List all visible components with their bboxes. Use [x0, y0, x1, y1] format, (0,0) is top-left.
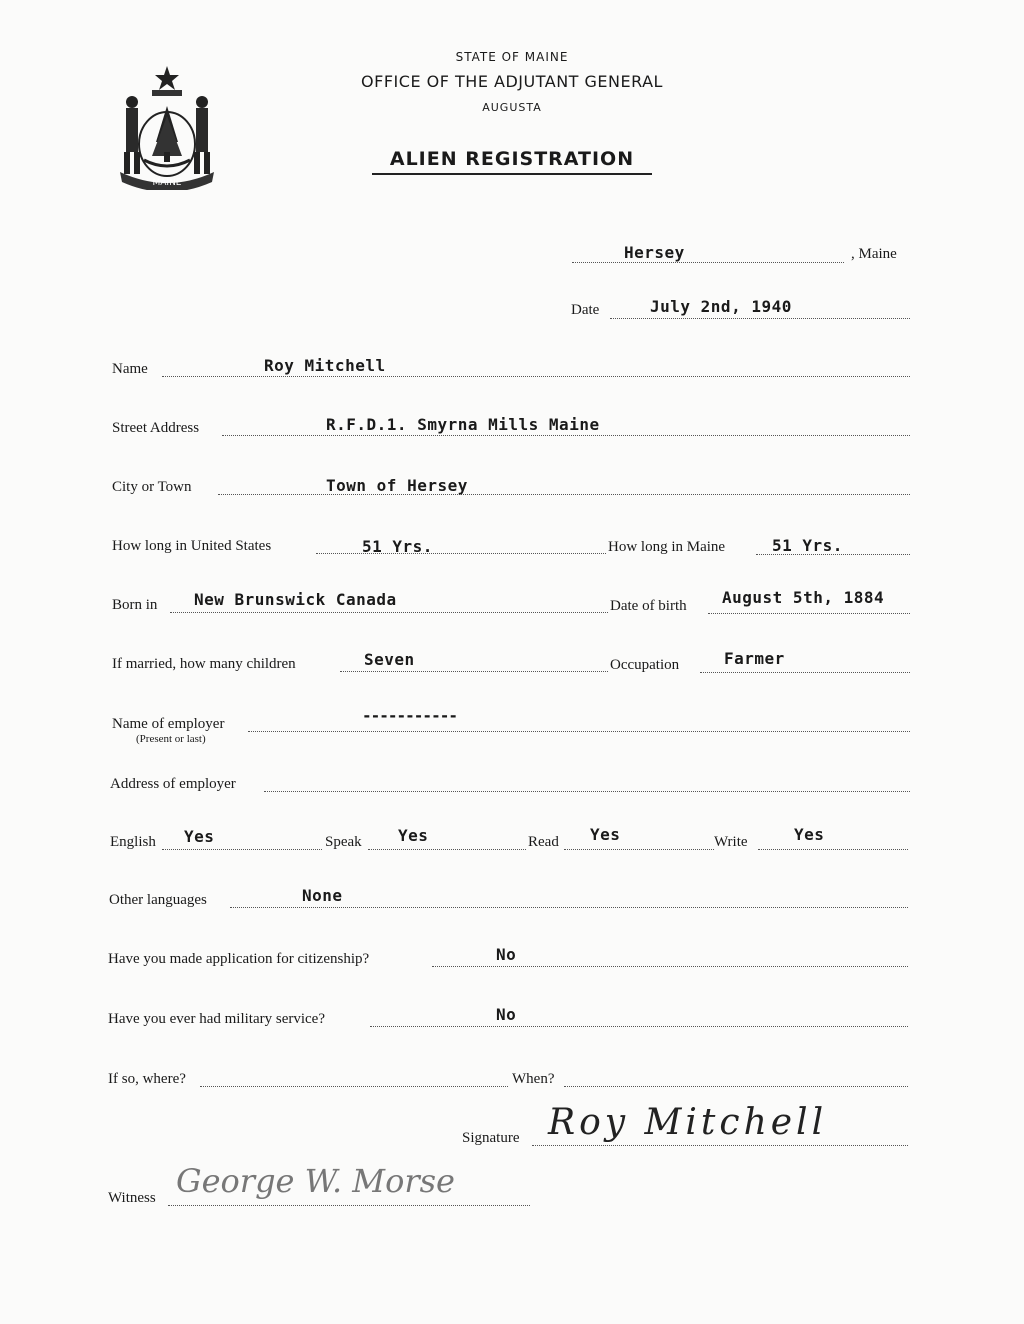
street-address-value: R.F.D.1. Smyrna Mills Maine [326, 415, 600, 434]
children-line [340, 671, 608, 672]
employer-name-line [248, 731, 910, 732]
born-in-value: New Brunswick Canada [194, 590, 397, 609]
speak-value: Yes [398, 826, 429, 845]
place-line [572, 262, 844, 263]
name-label: Name [112, 361, 148, 377]
occupation-line [700, 672, 910, 673]
when-label: When? [512, 1071, 555, 1087]
how-long-us-line [316, 553, 606, 554]
date-line [610, 318, 910, 319]
read-line [564, 849, 714, 850]
city-line [218, 494, 910, 495]
signature-value: Roy Mitchell [548, 1102, 828, 1143]
how-long-maine-value: 51 Yrs. [772, 536, 843, 555]
dob-value: August 5th, 1884 [722, 588, 885, 607]
maine-state-seal-icon [112, 64, 222, 190]
employer-address-line [264, 791, 910, 792]
military-label: Have you ever had military service? [108, 1011, 325, 1027]
street-address-line [222, 435, 910, 436]
citizenship-line [432, 966, 908, 967]
occupation-value: Farmer [724, 649, 785, 668]
employer-name-value: ----------- [362, 706, 457, 725]
name-value: Roy Mitchell [264, 356, 386, 375]
employer-name-sublabel: (Present or last) [136, 733, 206, 745]
date-label: Date [571, 302, 600, 318]
place-suffix: , Maine [851, 246, 897, 262]
citizenship-label: Have you made application for citizenship? [108, 951, 370, 967]
english-label: English [110, 834, 156, 850]
other-languages-line [230, 907, 908, 908]
form-title: ALIEN REGISTRATION [372, 148, 652, 175]
how-long-us-value: 51 Yrs. [362, 537, 433, 556]
header-state: STATE OF MAINE [455, 50, 569, 64]
born-in-line [170, 612, 608, 613]
dob-line [708, 613, 910, 614]
how-long-us-label: How long in United States [112, 538, 272, 554]
other-languages-value: None [302, 886, 343, 905]
write-line [758, 849, 908, 850]
city-label: City or Town [112, 479, 192, 495]
where-label: If so, where? [108, 1071, 186, 1087]
place-value: Hersey [624, 243, 685, 262]
citizenship-value: No [496, 945, 517, 964]
name-line [162, 376, 910, 377]
english-value: Yes [184, 827, 215, 846]
header-office: OFFICE OF THE ADJUTANT GENERAL [361, 72, 663, 91]
how-long-maine-label: How long in Maine [608, 539, 726, 555]
write-value: Yes [794, 825, 825, 844]
seal-banner-text: MAINE [152, 178, 182, 188]
employer-name-label: Name of employer [112, 716, 225, 732]
witness-label: Witness [108, 1190, 156, 1206]
english-line [162, 849, 322, 850]
speak-label: Speak [325, 834, 362, 850]
speak-line [368, 849, 526, 850]
military-line [370, 1026, 908, 1027]
header-city: AUGUSTA [482, 101, 542, 114]
signature-line [532, 1145, 908, 1146]
where-line [200, 1086, 508, 1087]
write-label: Write [714, 834, 748, 850]
children-value: Seven [364, 650, 415, 669]
military-value: No [496, 1005, 517, 1024]
occupation-label: Occupation [610, 657, 680, 673]
read-label: Read [528, 834, 559, 850]
children-label: If married, how many children [112, 656, 296, 672]
witness-value: George W. Morse [176, 1162, 455, 1200]
city-value: Town of Hersey [326, 476, 468, 495]
date-value: July 2nd, 1940 [650, 297, 792, 316]
witness-line [168, 1205, 530, 1206]
signature-label: Signature [462, 1130, 520, 1146]
when-line [564, 1086, 908, 1087]
other-languages-label: Other languages [109, 892, 207, 908]
born-in-label: Born in [112, 597, 158, 613]
employer-address-label: Address of employer [110, 776, 236, 792]
dob-label: Date of birth [610, 598, 687, 614]
read-value: Yes [590, 825, 621, 844]
street-address-label: Street Address [112, 420, 200, 436]
